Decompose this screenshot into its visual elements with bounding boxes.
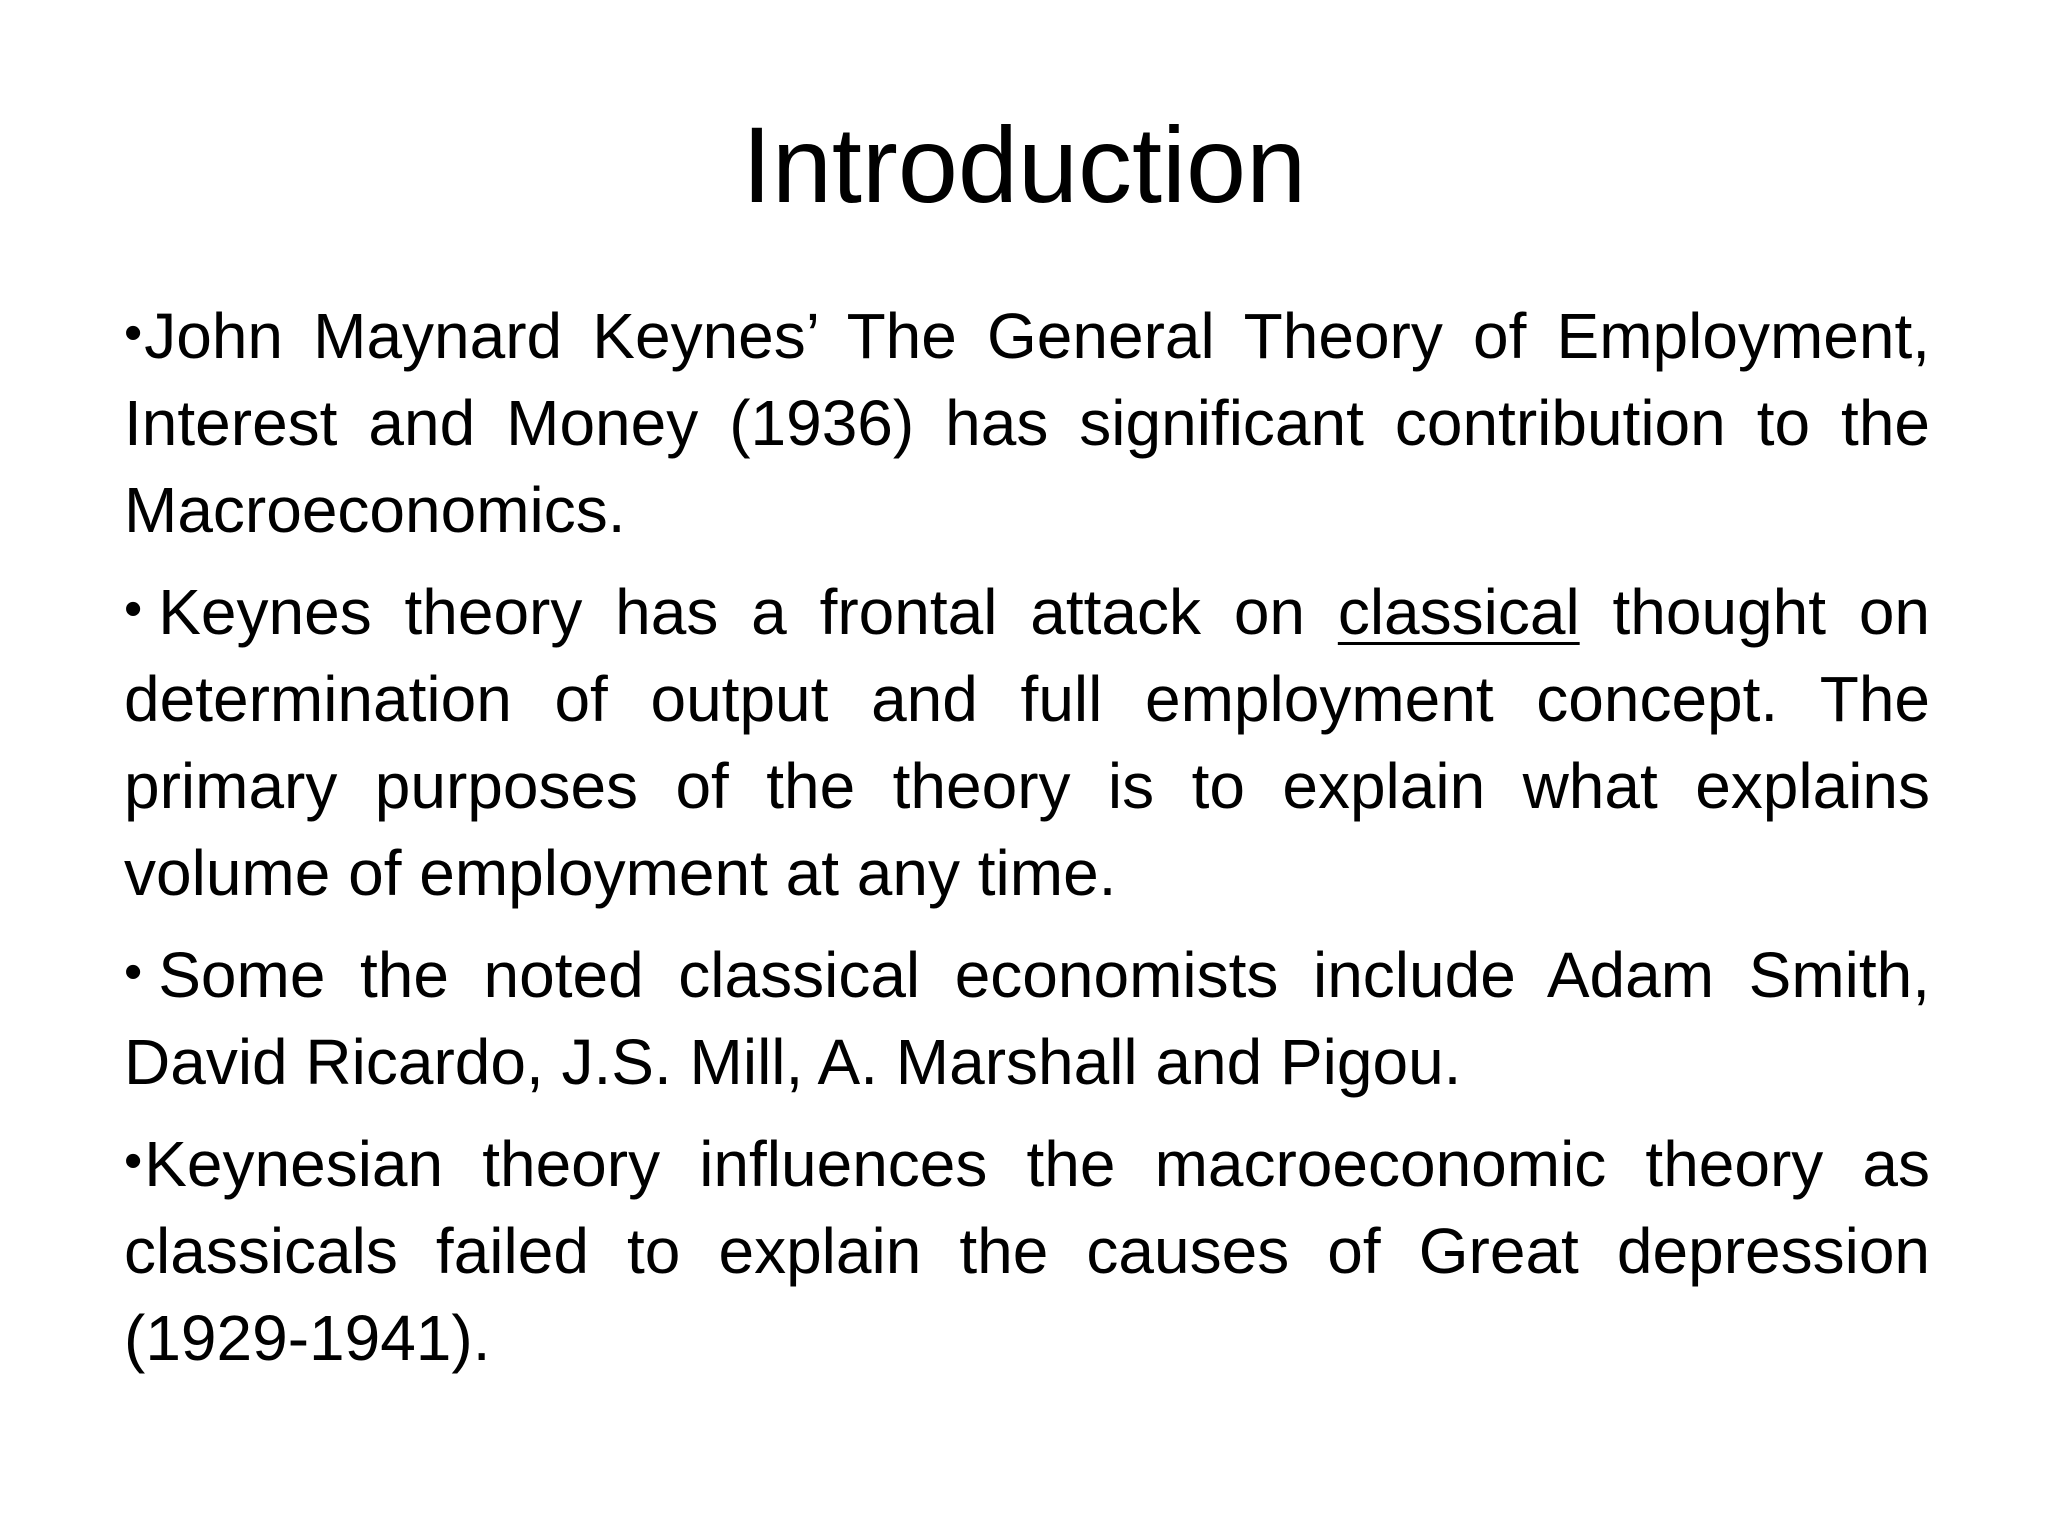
bullet-marker: • (124, 580, 143, 638)
bullet-item-classical-economists (124, 929, 1930, 1106)
bullet-item-frontal-attack (124, 566, 1930, 917)
bullet-text-after: thought on determination of output and full employment concept. The primary purposes of the theory is to explain what explains volume of employment at any time. (124, 576, 1931, 909)
bullet-marker: • (124, 1132, 143, 1190)
bullet-marker: • (124, 304, 143, 362)
slide-title: Introduction (741, 104, 1307, 225)
bullet-marker: • (124, 943, 143, 1001)
bullet-item-keynesian-influence (124, 1118, 1930, 1382)
bullet-list (124, 290, 1930, 1394)
bullet-text-before: Keynes theory has a frontal attack on (158, 576, 1338, 648)
underlined-term-classical: classical (1337, 576, 1580, 648)
bullet-text: John Maynard Keynes’ The General Theory of Employment, Interest and Money (1936) has significant contribution to the Macroeconomics. (124, 300, 1930, 546)
bullet-text: Some the noted classical economists include Adam Smith, David Ricardo, J.S. Mill, A. Marshall and Pigou. (124, 939, 1930, 1098)
bullet-item-keynes-general-theory (124, 290, 1930, 554)
bullet-text: Keynesian theory influences the macroeconomic theory as classicals failed to explain the causes of Great depression (1929-1941). (124, 1128, 1930, 1374)
